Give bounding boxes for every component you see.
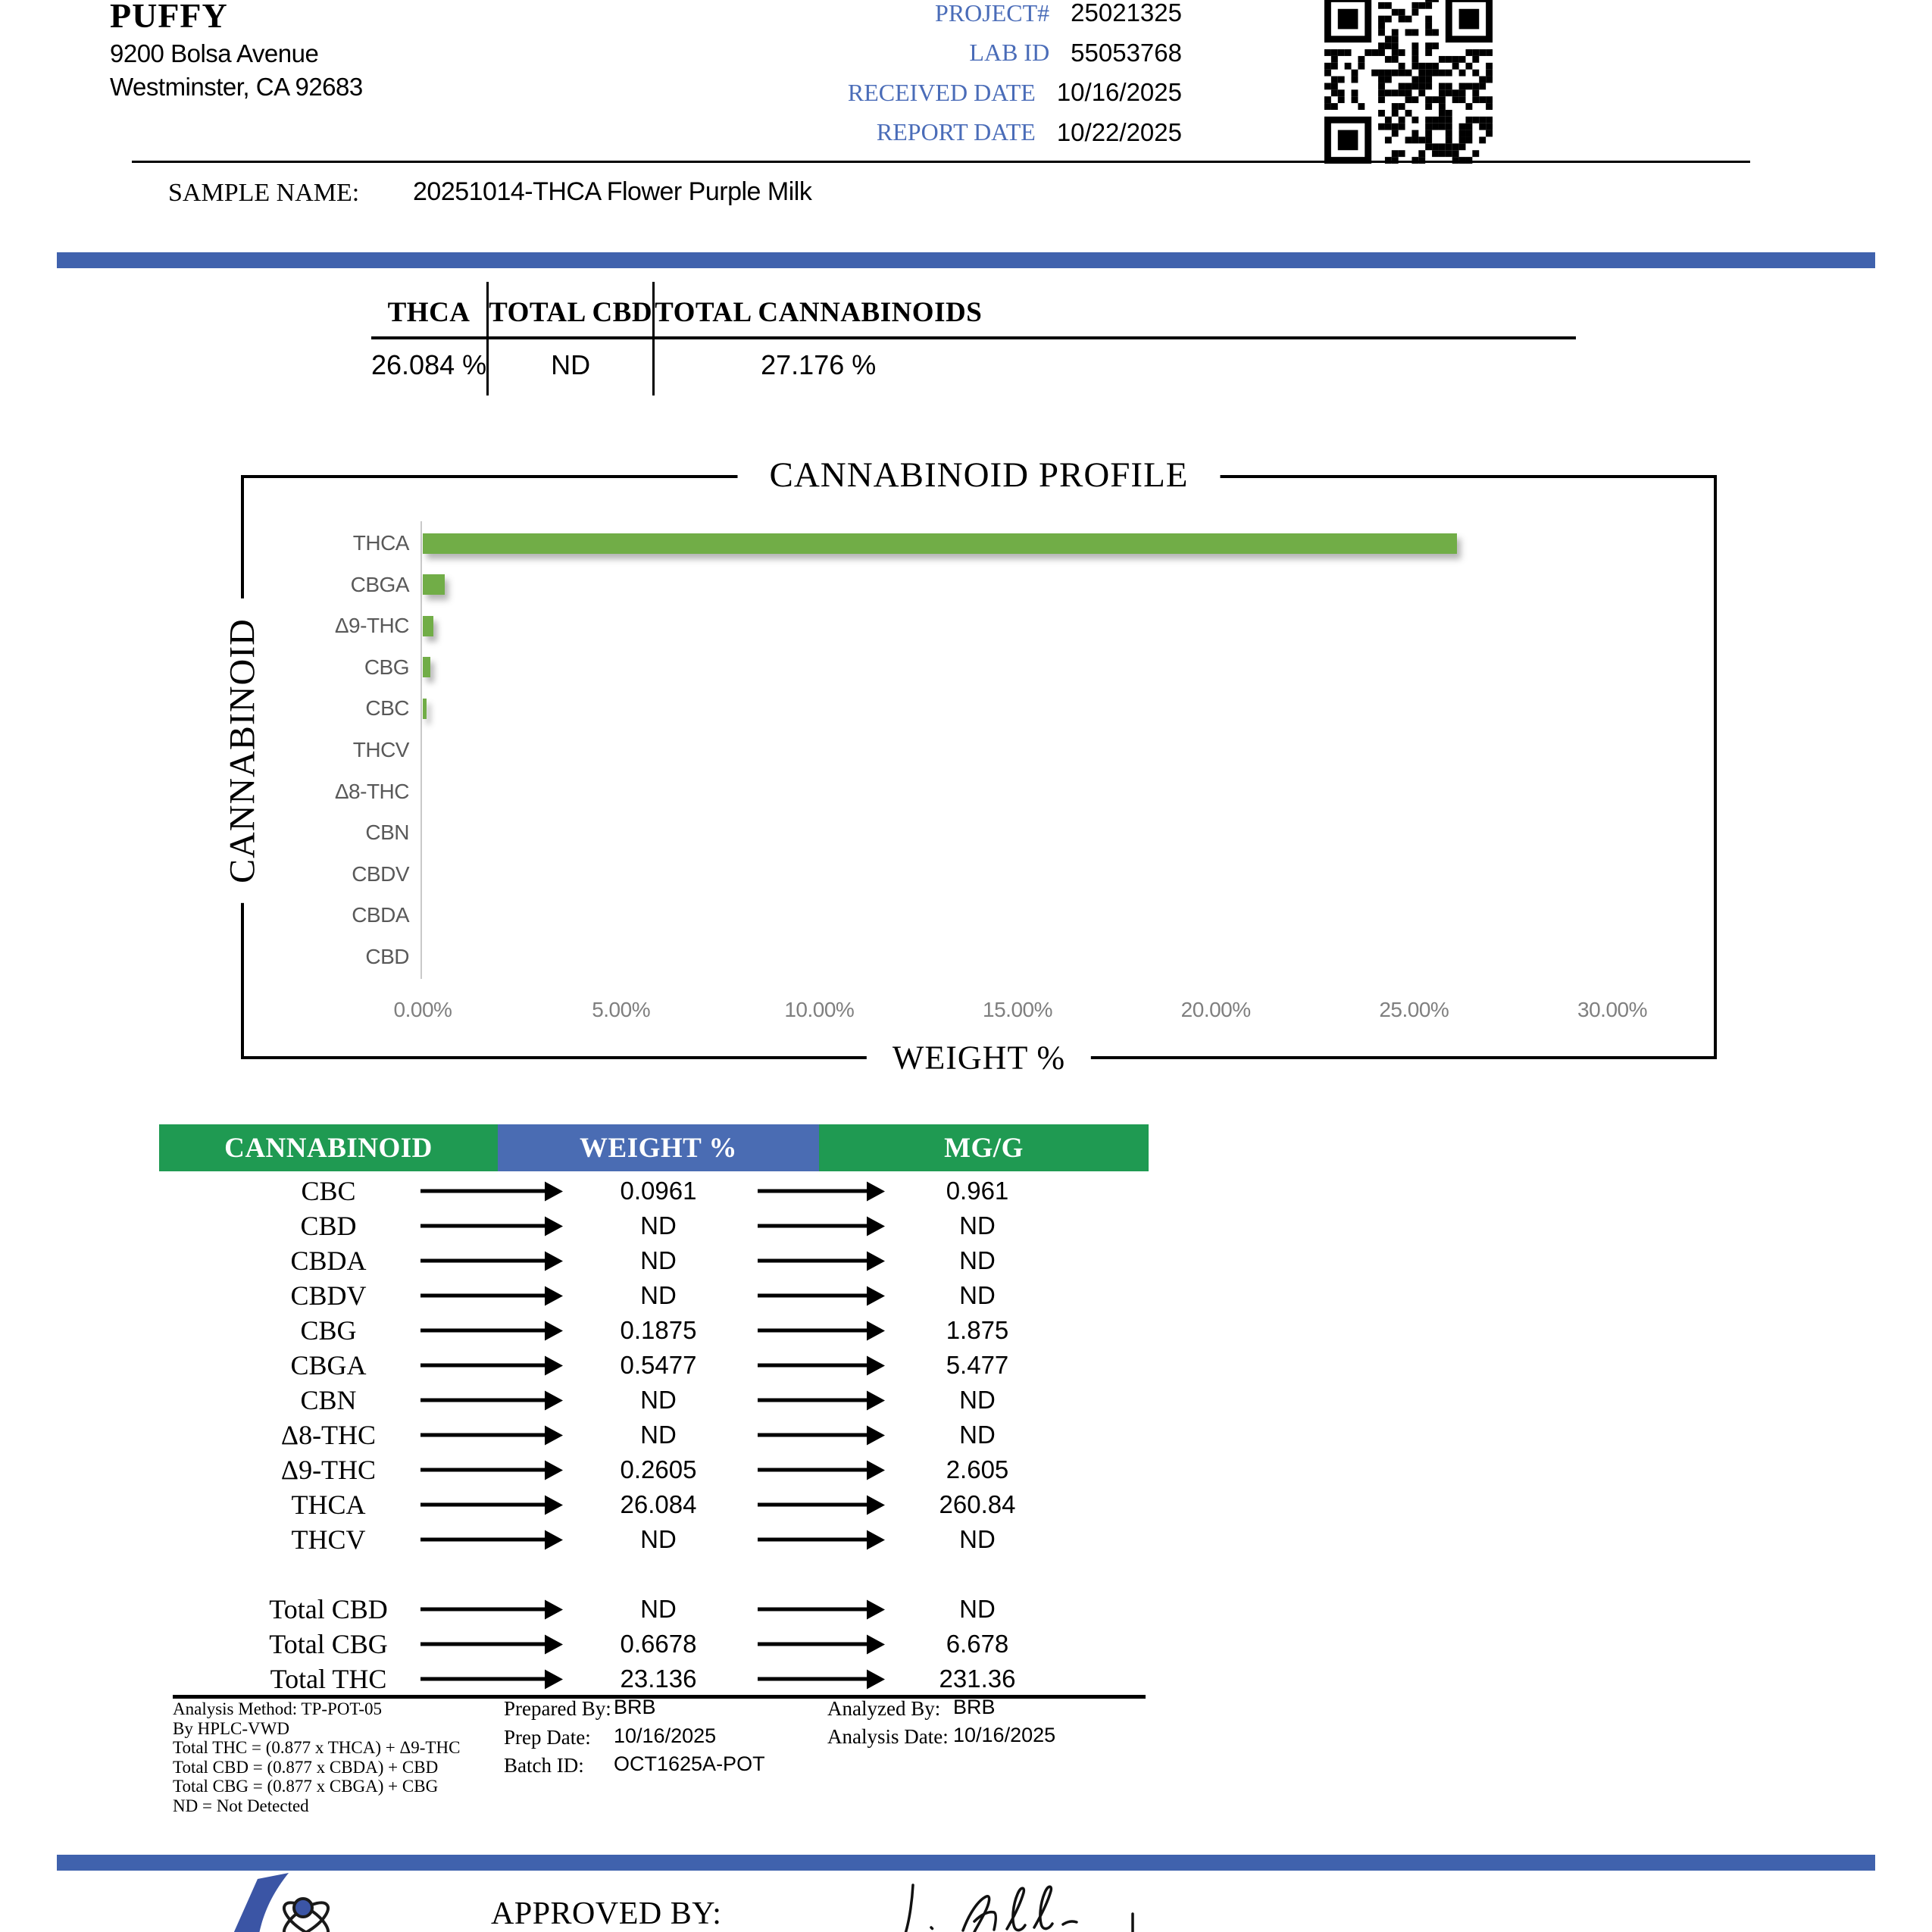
cannabinoid-name: Δ9-THC	[280, 1455, 377, 1485]
weight-value: 0.1875	[620, 1316, 697, 1344]
cannabinoid-table-header	[159, 1124, 1149, 1171]
totals-divider	[173, 1695, 1146, 1699]
arrow-icon	[758, 1329, 868, 1333]
qr-code-icon	[1324, 0, 1493, 164]
prep-date-value: 10/16/2025	[614, 1724, 717, 1747]
cannabinoid-name: CBDA	[290, 1246, 367, 1276]
summary-header: TOTAL CBD	[489, 297, 653, 328]
total-weight-value: 0.6678	[620, 1630, 697, 1658]
arrow-icon	[758, 1364, 868, 1368]
weight-value: ND	[640, 1211, 677, 1240]
total-weight-value: ND	[640, 1595, 677, 1623]
blue-divider-bar	[57, 252, 1875, 268]
cannabinoid-name: CBC	[301, 1176, 356, 1206]
meta-value: 25021325	[1071, 0, 1182, 27]
analyzed-by-label: Analyzed By:	[827, 1697, 941, 1720]
analysis-notes	[173, 1699, 529, 1815]
arrow-icon	[758, 1677, 868, 1681]
company-address-line2: Westminster, CA 92683	[110, 73, 363, 101]
weight-value: 0.5477	[620, 1351, 697, 1379]
signature	[890, 1884, 1148, 1932]
mgg-value: ND	[959, 1421, 996, 1449]
mgg-value: 0.961	[946, 1177, 1009, 1205]
summary-header: THCA	[387, 297, 470, 328]
chart-category-label: Δ9-THC	[334, 614, 409, 638]
analysis-date-label: Analysis Date:	[827, 1725, 949, 1748]
table-row	[159, 1487, 1149, 1522]
mgg-value: ND	[959, 1281, 996, 1309]
arrow-icon	[758, 1259, 868, 1263]
report-meta	[682, 0, 1182, 152]
arrow-icon	[758, 1608, 868, 1612]
meta-row	[682, 113, 1182, 153]
table-row	[159, 1208, 1149, 1243]
total-name: Total CBD	[269, 1594, 388, 1624]
batch-id-label: Batch ID:	[504, 1754, 584, 1777]
chart-category-label: CBGA	[350, 572, 409, 596]
total-weight-value: 23.136	[620, 1665, 697, 1693]
arrow-icon	[420, 1433, 546, 1437]
header-divider	[132, 161, 1750, 163]
chart-tick-label: 10.00%	[784, 998, 855, 1021]
chart-tick-label: 30.00%	[1577, 998, 1647, 1021]
prepared-by-value: BRB	[614, 1696, 656, 1718]
arrow-icon	[420, 1608, 546, 1612]
prep-date-label: Prep Date:	[504, 1726, 591, 1749]
chart-bar	[423, 616, 433, 636]
cannabinoid-name: Δ8-THC	[280, 1420, 377, 1450]
mgg-value: ND	[959, 1386, 996, 1414]
weight-value: ND	[640, 1281, 677, 1309]
arrow-icon	[420, 1677, 546, 1681]
chart-tick-label: 15.00%	[983, 998, 1052, 1021]
note-line: Analysis Method: TP-POT-05	[173, 1699, 383, 1718]
chart-bar	[423, 657, 430, 677]
total-name: Total CBG	[269, 1629, 388, 1659]
arrow-icon	[420, 1294, 546, 1298]
prepared-by-label: Prepared By:	[504, 1697, 611, 1720]
arrow-icon	[758, 1190, 868, 1193]
total-mgg-value: ND	[959, 1595, 996, 1623]
table-row	[159, 1243, 1149, 1278]
meta-label: REPORT DATE	[876, 118, 1036, 146]
summary-header: TOTAL CANNABINOIDS	[655, 297, 983, 328]
arrow-icon	[758, 1468, 868, 1472]
arrow-icon	[758, 1503, 868, 1507]
mgg-value: ND	[959, 1246, 996, 1274]
weight-value: 26.084	[620, 1490, 697, 1518]
mgg-value: 1.875	[946, 1316, 1009, 1344]
weight-value: ND	[640, 1525, 677, 1553]
note-line: Total CBG = (0.877 x CBGA) + CBG	[173, 1777, 439, 1796]
total-mgg-value: 6.678	[946, 1630, 1009, 1658]
note-line: Total CBD = (0.877 x CBDA) + CBD	[173, 1757, 439, 1777]
weight-value: 0.0961	[620, 1177, 697, 1205]
chart-category-label: CBDV	[352, 861, 409, 886]
table-row	[159, 1174, 1149, 1208]
blue-divider-bar	[57, 1855, 1875, 1871]
arrow-icon	[420, 1190, 546, 1193]
meta-row	[682, 33, 1182, 73]
table-row	[159, 1452, 1149, 1487]
chart-category-label: THCV	[352, 738, 409, 761]
sample-name-label: SAMPLE NAME:	[168, 179, 360, 207]
chart-tick-label: 0.00%	[393, 998, 452, 1021]
analysis-date-value: 10/16/2025	[953, 1724, 1056, 1746]
chart-x-axis-label: WEIGHT %	[867, 1037, 1091, 1079]
note-line: By HPLC-VWD	[173, 1718, 289, 1738]
arrow-icon	[420, 1224, 546, 1228]
arrow-icon	[420, 1503, 546, 1507]
mgg-value: 260.84	[939, 1490, 1016, 1518]
arrow-icon	[420, 1329, 546, 1333]
cannabinoid-name: CBGA	[290, 1350, 367, 1380]
chart-category-label: CBC	[365, 696, 409, 721]
arrow-icon	[420, 1538, 546, 1542]
arrow-icon	[420, 1468, 546, 1472]
arrow-icon	[758, 1399, 868, 1402]
weight-value: ND	[640, 1421, 677, 1449]
totals-row	[159, 1627, 1149, 1662]
cannabinoid-name: THCV	[291, 1524, 366, 1555]
cannabinoid-table-totals	[159, 1592, 1149, 1696]
chart-title: CANNABINOID PROFILE	[738, 452, 1221, 499]
meta-row	[682, 0, 1182, 33]
cannabinoid-name: CBG	[300, 1315, 357, 1346]
table-row	[159, 1383, 1149, 1418]
table-row	[159, 1522, 1149, 1557]
table-row	[159, 1348, 1149, 1383]
analyzed-by-value: BRB	[953, 1696, 996, 1718]
arrow-icon	[420, 1259, 546, 1263]
chart-tick-label: 5.00%	[592, 998, 651, 1021]
arrow-icon	[758, 1433, 868, 1437]
meta-label: RECEIVED DATE	[847, 78, 1036, 106]
chart-bar	[423, 699, 427, 719]
arrow-icon	[758, 1294, 868, 1298]
chart-y-axis-label: CANNABINOID	[220, 599, 265, 903]
chart-tick-label: 20.00%	[1180, 998, 1251, 1021]
meta-label: LAB ID	[969, 39, 1050, 67]
arrow-icon	[758, 1643, 868, 1646]
cannabinoid-name: CBN	[300, 1385, 357, 1415]
chart-axis-line	[420, 521, 422, 979]
sample-name-value: 20251014-THCA Flower Purple Milk	[413, 177, 812, 206]
arrow-icon	[758, 1538, 868, 1542]
summary-value: 27.176 %	[761, 349, 877, 380]
total-mgg-value: 231.36	[939, 1665, 1016, 1693]
cannabinoid-name: CBD	[300, 1211, 357, 1241]
chart-category-label: CBN	[365, 821, 409, 845]
note-line: ND = Not Detected	[173, 1796, 309, 1815]
meta-value: 55053768	[1071, 38, 1182, 67]
lab-logo	[211, 1873, 389, 1932]
arrow-icon	[420, 1399, 546, 1402]
cannabinoid-name: CBDV	[290, 1280, 367, 1311]
column-header-mgg: MG/G	[819, 1124, 1149, 1171]
cannabinoid-profile-chart	[222, 455, 1717, 1077]
chart-bar	[423, 574, 445, 595]
totals-row	[159, 1662, 1149, 1696]
mgg-value: 2.605	[946, 1455, 1009, 1483]
arrow-icon	[420, 1364, 546, 1368]
chart-category-label: CBG	[364, 655, 409, 679]
summary-underline	[371, 336, 1576, 339]
table-row	[159, 1278, 1149, 1313]
batch-id-value: OCT1625A-POT	[614, 1752, 765, 1775]
totals-row	[159, 1592, 1149, 1627]
cannabinoid-table-body	[159, 1174, 1149, 1557]
chart-category-label: CBD	[365, 945, 409, 968]
meta-value: 10/22/2025	[1056, 117, 1182, 146]
weight-value: 0.2605	[620, 1455, 697, 1483]
summary-value: ND	[551, 349, 591, 380]
weight-value: ND	[640, 1386, 677, 1414]
chart-category-label: THCA	[352, 531, 409, 555]
arrow-icon	[420, 1643, 546, 1646]
company-name: PUFFY	[110, 0, 228, 35]
meta-label: PROJECT#	[935, 0, 1050, 27]
meta-value: 10/16/2025	[1056, 78, 1182, 107]
table-row	[159, 1418, 1149, 1452]
mgg-value: ND	[959, 1211, 996, 1240]
chart-category-label: Δ8-THC	[334, 779, 409, 803]
meta-row	[682, 73, 1182, 113]
table-row	[159, 1313, 1149, 1348]
cannabinoid-name: THCA	[291, 1490, 366, 1520]
mgg-value: ND	[959, 1525, 996, 1553]
chart-tick-label: 25.00%	[1379, 998, 1449, 1021]
arrow-icon	[758, 1224, 868, 1228]
mgg-value: 5.477	[946, 1351, 1009, 1379]
weight-value: ND	[640, 1246, 677, 1274]
column-header-cannabinoid: CANNABINOID	[159, 1124, 498, 1171]
total-name: Total THC	[270, 1664, 387, 1694]
column-header-weight: WEIGHT %	[498, 1124, 819, 1171]
company-address-line1: 9200 Bolsa Avenue	[110, 39, 319, 67]
chart-bar	[423, 533, 1457, 554]
summary-value: 26.084 %	[371, 349, 487, 380]
note-line: Total THC = (0.877 x THCA) + Δ9-THC	[173, 1738, 461, 1757]
chart-category-label: CBDA	[352, 903, 409, 927]
approved-by-label: APPROVED BY:	[491, 1896, 722, 1931]
